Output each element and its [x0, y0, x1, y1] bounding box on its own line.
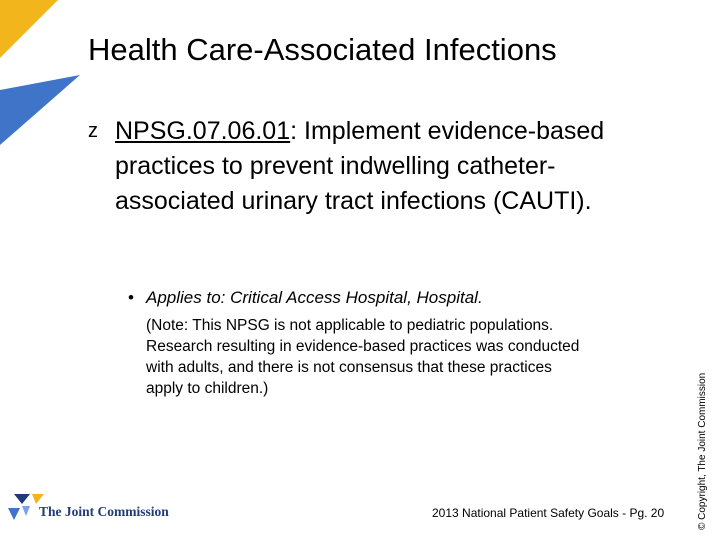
sub-bullet-dot: • [128, 288, 134, 307]
copyright-text: © Copyright, The Joint Commission [697, 372, 708, 530]
npsg-link[interactable]: NPSG.07.06.01 [115, 117, 291, 145]
applies-to-text: Applies to: Critical Access Hospital, Hospital. [146, 288, 483, 307]
gold-triangle [0, 0, 58, 58]
joint-commission-logo [6, 492, 176, 522]
main-bullet [88, 114, 608, 219]
page-title: Health Care-Associated Infections [88, 32, 557, 67]
sub-bullet [128, 286, 608, 310]
corner-decoration [0, 0, 90, 160]
footer-reference: 2013 National Patient Safety Goals - Pg. 20 [432, 506, 665, 520]
bullet-marker: z [88, 120, 98, 142]
logo-text: The Joint Commission [39, 504, 169, 519]
pediatric-note: (Note: This NPSG is not applicable to pediatric populations. Research resulting in evidence-based practices was conducted with adults, and there is not consensus that these practices apply to children.) [146, 317, 580, 397]
blue-triangle [0, 75, 80, 145]
main-bullet-text: : Implement evidence-based practices to prevent indwelling catheter-associated urinary tract infections (CAUTI). [115, 117, 605, 215]
